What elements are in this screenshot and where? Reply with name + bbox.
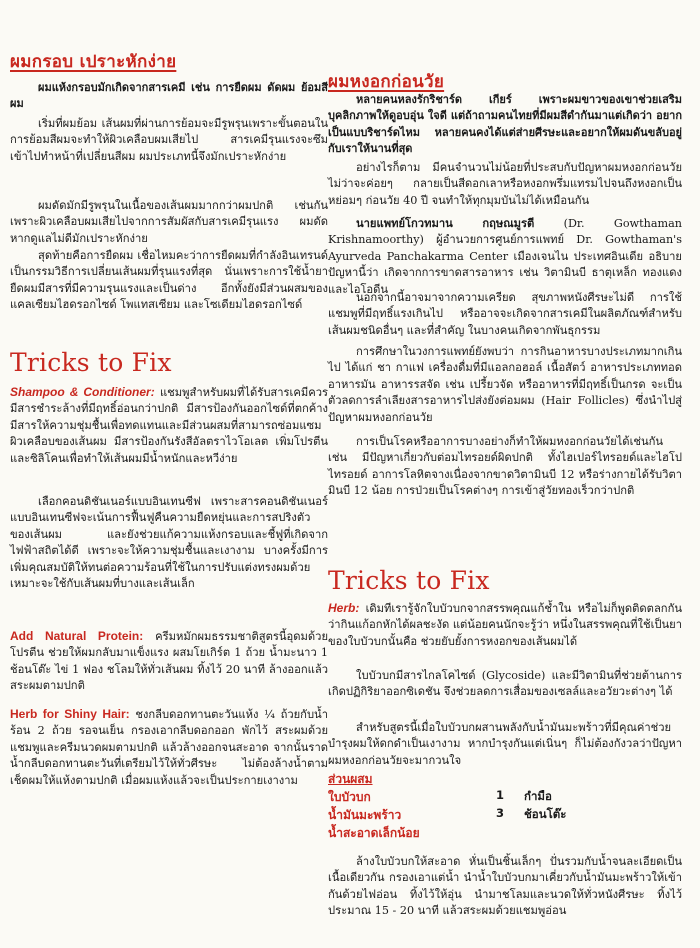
- ingredient-unit: กำมือ: [524, 789, 552, 803]
- herb-shiny-label: Herb for Shiny Hair:: [10, 707, 130, 721]
- shampoo-label: Shampoo & Conditioner:: [10, 385, 155, 399]
- conditioner-tip: เลือกคอนดิชันเนอร์แบบอินเทนซีฟ เพราะสารคอนดิชันเนอร์แบบอินเทนซีฟจะเน้นการฟื้นฟูคืนความยืดหยุ่นและการสปริงตัวของเส้นผม และยังช่วยแก้ความแห้งกรอบและชี้ฟูที่เกิดจากไฟฟ้าสถิตได้ดี เพราะจะให้ความชุ่มชื้นและเงางาม บางครั้งมีการเพิ่มคุณสมบัติให้ทนต่อความร้อนที่ใช้ในการปรับแต่งทรงผมด้วย เหมาะจะใช้กับเส้นผมที่บางและเส้นเล็ก: [10, 495, 328, 591]
- protein-tip: Add Natural Protein: ครีมหมักผมธรรมชาติสูตรนี้อุดมด้วยโปรตีน ช่วยให้ผมกลับมาแข็งแรง ผสมโยเกิร์ต 1 ถ้วย น้ำมะนาว 1 ช้อนโต๊ะ ไข่ 1 ฟอง ชโลมให้ทั่วเส้นผม ทิ้งไว้ 20 นาที ล้างออกแล้วสระผมตามปกติ: [10, 629, 329, 693]
- section-title-brittle-hair: ผมกรอบ เปราะหักง่าย: [10, 52, 177, 72]
- doctor-name: นายแพทย์โกวทมาน กฤษณมูรตี: [356, 217, 535, 230]
- herb-centella-tip: Herb: เดิมทีเรารู้จักใบบัวบกจากสรรพคุณแก้ช้ำใน หรือไม่ก็พูดติดตลกกันว่ากินแก้อกหักได้ผลชะงัด แต่น้อยคนนักจะรู้ว่า หนึ่งในสรรพคุณที่ใช้เป็นยาของใบบัวบกนั้นคือ ช่วยยับยั้งการหงอกของเส้นผมได้: [328, 601, 682, 648]
- lead-paragraph-right: หลายคนหลงรักริชาร์ด เกียร์ เพราะผมขาวของเขาช่วยเสริมบุคลิกภาพให้ดูอบอุ่น ใจดี แต่ถ้าถามคนไทยที่มีผมสีดำกันมาแต่เกิดว่า อยากเป็นแบบริชาร์ดไหม หลายคนคงได้แต่ส่ายศีรษะและอยากให้ผมดันขลับอยู่กับเราให้นานที่สุด: [328, 93, 682, 156]
- herb-shiny-tip: Herb for Shiny Hair: ชงกลีบดอกทานตะวันแห้ง ¼ ถ้วยกับน้ำร้อน 2 ถ้วย รอจนเย็น กรองเอากลีบดอกออก พักไว้ สระผมด้วยแชมพูและครีมนวดผมตามปกติ แล้วล้างออกจนสะอาด จากนั้นราดน้ำกลีบดอกทานตะวันที่เตรียมไว้ให้ทั่วศีรษะ ไม่ต้องล้างน้ำตาม เช็ดผมให้แห้งตามปกติ เมื่อผมแห้งแล้วจะเป็นประกายเงางาม: [10, 707, 328, 787]
- ingredient-name: น้ำมันมะพร้าว: [328, 808, 402, 822]
- paragraph-doctor: นายแพทย์โกวทมาน กฤษณมูรตี (Dr. Gowthaman Krishnamoorthy) ผู้อำนวยการศูนย์การแพทย์ Dr. Gowthaman's Ayurveda Panchakarma Center เมืองเจนไน ประเทศอินเดีย อธิบายปัญหานี้ว่า เกิดจากการขาดสารอาหาร เช่น วิตามินบี ธาตุเหล็ก ทองแดง และไอโอดีน: [328, 217, 682, 296]
- herb-label: Herb:: [328, 601, 360, 615]
- tricks-to-fix-heading-right: Tricks to Fix: [328, 566, 490, 595]
- paragraph-straighten: สุดท้ายคือการยืดผม เชื่อไหมคะว่าการยืดผมที่กำลังอินเทรนด์เป็นกรรมวิธีการเปลี่ยนเส้นผมที่รุนแรงที่สุด นั่นเพราะการใช้น้ำยายืดผมมีสารที่มีความรุนแรงและเป็นด่าง อีกทั้งยังมีส่วนผสมของแคลเซียมไฮดรอกไซด์ โพแทสเซียม และโซเดียมไฮดรอกไซด์: [10, 249, 328, 312]
- ingredients-title: ส่วนผสม: [328, 772, 373, 786]
- lead-paragraph: ผมแห้งกรอบมักเกิดจากสารเคมี เช่น การยืดผม ดัดผม ย้อมสีผม: [10, 81, 328, 111]
- protein-label: Add Natural Protein:: [10, 629, 144, 643]
- ingredient-name: น้ำสะอาดเล็กน้อย: [328, 826, 420, 840]
- tricks-to-fix-heading: Tricks to Fix: [10, 348, 172, 377]
- paragraph-gray-intro: อย่างไรก็ตาม มีคนจำนวนไม่น้อยที่ประสบกับปัญหาผมหงอกก่อนวัย ไม่ว่าจะค่อยๆ กลายเป็นสีดอกเลาหรือหงอกพรึ่มแทรมไปจนถึงหงอกเป็นหย่อมๆ ก่อนวัย 40 ปี จนทำให้ทุกมุมบันไม่ได้เหมือนกัน: [328, 161, 682, 207]
- shampoo-tip: Shampoo & Conditioner: แชมพูสำหรับผมที่ได้รับสารเคมีควรมีสารชำระล้างที่มีฤทธิ์อ่อนกว่าปกติ มีสารป้องกันออกไซด์ที่ตกค้าง มีสารให้ความชุ่มชื้นเพื่อทดแทนและมีส่วนผสมที่สามารถซ่อมแซมผิวเคลือบของเส้นผม มีสารป้องกันรังสีอัลตราไวโอเลต เพิ่มโปรตีนและซิลิโคนเพื่อทำให้เส้นผมมีน้ำหนักและหวีง่าย: [10, 385, 328, 465]
- ingredient-name: ใบบัวบก: [328, 790, 371, 804]
- paragraph-stress: นอกจากนี้อาจมาจากความเครียด สุขภาพหนังศีรษะไม่ดี การใช้แชมพูที่มีฤทธิ์แรงเกินไป หรืออาจจะเกิดจากสารเคมีในผลิตภัณฑ์สำหรับเส้นผมชนิดอื่นๆ และที่สำคัญ ในบางคนเกิดจากพันธุกรรม: [328, 291, 682, 337]
- section-title-premature-gray: ผมหงอกก่อนวัย: [328, 72, 445, 92]
- paragraph-perm: ผมดัดมักมีรูพรุนในเนื้อของเส้นผมมากกว่าผมปกติ เช่นกัน เพราะผิวเคลือบผมเสียไปจากการสัมผัสกับสารเคมีรุนแรง ผมดัดหากดูแลไม่ดีมักเปราะหักง่าย: [10, 199, 328, 245]
- ingredients-list: [326, 770, 680, 846]
- paragraph-diet: การศึกษาในวงการแพทย์ยังพบว่า การกินอาหารบางประเภทมากเกินไป ได้แก่ ชา กาแฟ เครื่องดื่มที่มีแอลกอฮอล์ เนื้อสัตว์ อาหารประเภททอด อาหารมัน อาหารรสจัด เช่น เปรี้ยวจัด หรืออาหารที่มีฤทธิ์เป็นกรด จะเป็นตัวลดการลำเลียงสารอาหารไปส่งยังต่อมผม (Hair Follicles) ซึ่งนำไปสู่ปัญหาผมหงอกก่อนวัย: [328, 345, 682, 424]
- paragraph-method: ล้างใบบัวบกให้สะอาด หั่นเป็นชิ้นเล็กๆ ปั่นรวมกับน้ำจนละเอียดเป็นเนื้อเดียวกัน กรองเอาแต่น้ำ นำน้ำใบบัวบกมาเคี่ยวกับน้ำมันมะพร้าวให้เข้ากันด้วยไฟอ่อน ทิ้งไว้ให้อุ่น นำมาชโลมและนวดให้ทั่วหนังศีรษะ ทิ้งไว้ประมาณ 15 - 20 นาที แล้วสระผมด้วยแชมพูอ่อน: [328, 855, 682, 918]
- paragraph-recipe-intro: สำหรับสูตรนี้เมื่อใบบัวบกผสานพลังกับน้ำมันมะพร้าวที่มีคุณค่าช่วยบำรุงผมให้ดกดำเป็นเงางาม หากบำรุงกันแต่เนิ่นๆ ก็ไม่ต้องกังวลว่าปัญหาผมหงอกก่อนวัยจะมากวนใจ: [328, 721, 682, 767]
- ingredient-qty: 1: [496, 788, 505, 802]
- ingredient-qty: 3: [496, 806, 505, 820]
- paragraph-dye: เริ่มที่ผมย้อม เส้นผมที่ผ่านการย้อมจะมีรูพรุนเพราะขั้นตอนในการย้อมสีผมจะทำให้ผิวเคลือบผมเสียไป สารเคมีรุนแรงจะซึมเข้าไปทำหน้าที่เปลี่ยนสีผม ผมประเภทนี้จึงมักเปราะหักง่าย: [10, 117, 328, 163]
- paragraph-disease: การเป็นโรคหรืออาการบางอย่างก็ทำให้ผมหงอกก่อนวัยได้เช่นกัน เช่น มีปัญหาเกี่ยวกับต่อมไทรอยด์ผิดปกติ ทั้งไฮเปอร์ไทรอยด์และไฮโปไทรอยด์ อาการโลหิตจางเนื่องจากขาดวิตามินบี 12 หรือร่างกายได้รับวิตามินบี 12 น้อย การป่วยเป็นโรคต่างๆ การเข้าสู่วัยทองเร็วกว่าปกติ: [328, 435, 682, 498]
- paragraph-glycoside: ใบบัวบกมีสารไกลโคไซด์ (Glycoside) และมีวิตามินที่ช่วยต้านการเกิดปฏิกิริยาออกซิเดชัน จึงช่วยลดการเสื่อมของเซลล์และอวัยวะต่างๆ ได้: [328, 669, 682, 699]
- ingredient-unit: ช้อนโต๊ะ: [524, 807, 567, 821]
